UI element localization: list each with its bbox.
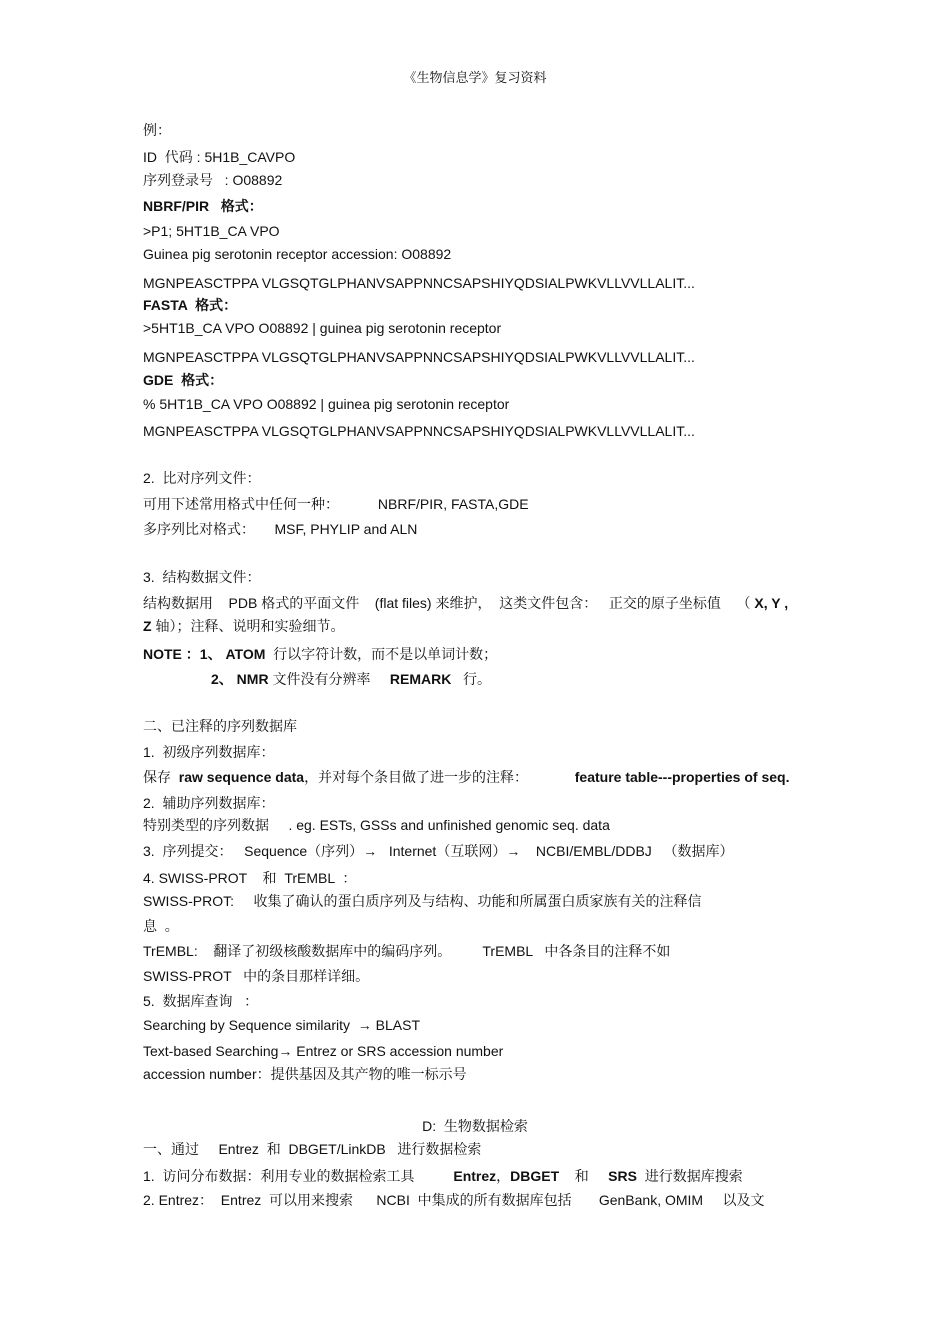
text-line: SWISS-PROT: 收集了确认的蛋白质序列及与结构、功能和所属蛋白质家族有关的注释信 (143, 893, 702, 909)
chapter-heading: D: 生物数据检索 (422, 1118, 528, 1134)
subsection-heading: 2. 辅助序列数据库： (143, 795, 275, 811)
text-line (143, 768, 789, 786)
format-suffix: 格式： (209, 198, 263, 214)
text-span-bold: raw sequence data (178, 769, 305, 785)
note-label: NOTE ：1、 ATOM (143, 646, 266, 662)
text-span: 保存 (143, 769, 179, 785)
text-span: 1. 访问分布数据：利用专业的数据检索工具 (143, 1168, 454, 1184)
text-line (143, 617, 344, 635)
section-heading: 2. 比对序列文件： (143, 470, 261, 486)
section-heading: 二、已注释的序列数据库 (143, 718, 297, 734)
text-line: Guinea pig serotonin receptor accession: O08892 (143, 246, 452, 262)
page-header: 《生物信息学》复习资料 (403, 70, 547, 85)
sequence-line: MGNPEASCTPPA VLGSQTGLPHANVSAPPNNCSAPSHIYQDSIALPWKVLLVVLLALIT... (143, 349, 695, 365)
text-span: 进行数据库搜索 (636, 1168, 743, 1184)
text-line: SWISS-PROT 中的条目那样详细。 (143, 968, 370, 984)
subsection-heading: 1. 初级序列数据库： (143, 744, 275, 760)
format-heading-nbrf (143, 197, 263, 215)
text-span: 轴）；注释、说明和实验细节。 (151, 618, 345, 634)
text-line: 2. Entrez： Entrez 可以用来搜索 NCBI 中集成的所有数据库包括 GenBank, OMIM 以及文 (143, 1192, 765, 1208)
text-span-bold: Entrez (453, 1168, 497, 1184)
text-line: 多序列比对格式： MSF, PHYLIP and ALN (143, 521, 418, 537)
note-label: 2、 NMR (211, 671, 269, 687)
format-name: FASTA (143, 297, 188, 313)
format-suffix: 格式： (187, 297, 238, 313)
text-line: % 5HT1B_CA VPO O08892 | guinea pig serotonin receptor (143, 396, 510, 412)
text-span: 和 (559, 1168, 609, 1184)
text-span: ，并对每个条目做了进一步的注释： (304, 769, 575, 785)
sequence-line: MGNPEASCTPPA VLGSQTGLPHANVSAPPNNCSAPSHIYQDSIALPWKVLLVVLLALIT... (143, 423, 695, 439)
text-span-bold: SRS (608, 1168, 637, 1184)
note-line (143, 645, 497, 663)
note-line (211, 670, 491, 688)
text-span-bold: DBGET (510, 1168, 560, 1184)
format-heading-fasta (143, 296, 237, 314)
text-line: ID 代码 : 5H1B_CAVPO (143, 149, 296, 165)
sequence-line: MGNPEASCTPPA VLGSQTGLPHANVSAPPNNCSAPSHIYQDSIALPWKVLLVVLLALIT... (143, 275, 695, 291)
text-span: 行以字符计数，而不是以单词计数； (265, 646, 498, 662)
subsection-heading: 4. SWISS-PROT 和 TrEMBL ： (143, 870, 357, 886)
text-line (143, 594, 788, 612)
text-span: 行。 (451, 671, 492, 687)
text-span: 结构数据用 PDB 格式的平面文件 (flat files) 来维护， 这类文件包含： 正交的原子坐标值 （ (143, 595, 755, 611)
text-line: TrEMBL: 翻译了初级核酸数据库中的编码序列。 TrEMBL 中各条目的注释不如 (143, 943, 671, 959)
example-label: 例： (143, 122, 171, 138)
text-line: 特别类型的序列数据 . eg. ESTs, GSSs and unfinished genomic seq. data (143, 817, 610, 833)
text-line: 可用下述常用格式中任何一种： NBRF/PIR, FASTA,GDE (143, 496, 529, 512)
format-heading-gde (143, 371, 223, 389)
text-line: Text-based Searching→ Entrez or SRS accession number (143, 1043, 504, 1059)
text-span-bold: feature table---properties of seq. (574, 769, 790, 785)
text-line: >5HT1B_CA VPO O08892 | guinea pig serotonin receptor (143, 320, 502, 336)
text-line: >P1; 5HT1B_CA VPO (143, 223, 280, 239)
text-line: Searching by Sequence similarity → BLAST (143, 1017, 421, 1033)
text-line: 序列登录号 : O08892 (143, 172, 283, 188)
text-span-bold: Z (143, 618, 152, 634)
text-line: 3. 序列提交： Sequence（序列）→ Internet（互联网）→ NCBI/EMBL/DDBJ （数据库） (143, 843, 734, 859)
text-line: 息 。 (143, 918, 179, 934)
format-name: NBRF/PIR (143, 198, 210, 214)
text-line: accession number：提供基因及其产物的唯一标示号 (143, 1066, 467, 1082)
text-span-bold: REMARK (389, 671, 452, 687)
text-span-bold: X, Y , (754, 595, 789, 611)
text-line (143, 1167, 743, 1185)
format-suffix: 格式： (173, 372, 224, 388)
text-span: 文件没有分辨率 (268, 671, 390, 687)
format-name: GDE (143, 372, 174, 388)
section-heading: 一、通过 Entrez 和 DBGET/LinkDB 进行数据检索 (143, 1141, 482, 1157)
section-heading: 3. 结构数据文件： (143, 569, 261, 585)
text-span: ， (496, 1168, 511, 1184)
subsection-heading: 5. 数据库查询 ： (143, 993, 259, 1009)
